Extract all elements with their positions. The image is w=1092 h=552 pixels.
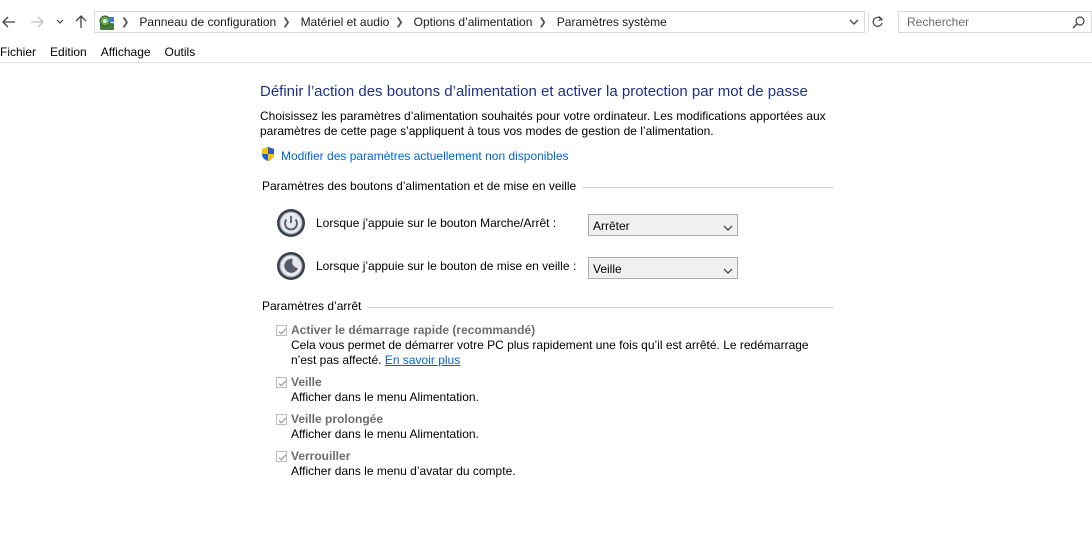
breadcrumb-item-hardware[interactable]: Matériel et audio <box>300 15 390 29</box>
sleep-button-label: Lorsque j’appuie sur le bouton de mise en veille : <box>316 259 577 273</box>
search-input[interactable] <box>898 11 1092 33</box>
fast-startup-label: Activer le démarrage rapide (recommandé) <box>291 323 536 337</box>
sleep-button-action-select[interactable] <box>588 257 738 279</box>
menu-bar <box>0 42 1092 63</box>
hibernate-option <box>276 411 831 442</box>
fast-startup-checkbox[interactable] <box>276 325 287 336</box>
menu-item-edit[interactable]: Edition <box>50 45 87 59</box>
power-button-label: Lorsque j’appuie sur le bouton Marche/Arrêt : <box>316 216 557 230</box>
menu-item-view[interactable]: Affichage <box>100 45 151 59</box>
chevron-down-icon[interactable] <box>53 13 67 31</box>
address-dropdown-icon[interactable] <box>848 15 862 29</box>
navigation-bar <box>0 0 1092 44</box>
sleep-checkbox[interactable] <box>276 377 287 388</box>
breadcrumb-separator[interactable]: ❯ <box>395 16 404 28</box>
breadcrumb <box>121 12 667 32</box>
chevron-down-icon <box>723 264 733 278</box>
fast-startup-description-text: Cela vous permet de démarrer votre PC plus rapidement une fois qu’il est arrêté. Le redémarrage n’est pas affecté. <box>291 338 809 367</box>
lock-label: Verrouiller <box>291 449 351 463</box>
breadcrumb-separator: ❯ <box>121 16 130 28</box>
fast-startup-option <box>276 322 831 368</box>
power-button-row <box>276 208 556 238</box>
lock-checkbox[interactable] <box>276 451 287 462</box>
sleep-description: Afficher dans le menu Alimentation. <box>291 390 479 404</box>
uac-shield-icon <box>260 146 276 165</box>
shutdown-section-header <box>262 299 834 313</box>
power-buttons-section-header <box>262 179 834 193</box>
chevron-down-icon <box>723 221 733 235</box>
search-placeholder: Rechercher <box>907 15 970 29</box>
refresh-icon[interactable] <box>868 13 887 31</box>
page-title: Définir l’action des boutons d’alimentation et activer la protection par mot de passe <box>260 83 808 100</box>
learn-more-link[interactable]: En savoir plus <box>384 353 461 367</box>
power-buttons-section-title: Paramètres des boutons d’alimentation et de mise en veille <box>262 179 582 193</box>
shutdown-section-title: Paramètres d’arrêt <box>262 299 367 313</box>
hibernate-description: Afficher dans le menu Alimentation. <box>291 427 479 441</box>
sleep-label: Veille <box>291 375 322 389</box>
up-arrow-icon[interactable] <box>72 13 90 31</box>
hibernate-label: Veille prolongée <box>291 412 384 426</box>
page-description: Choisissez les paramètres d’alimentation souhaités pour votre ordinateur. Les modifications apportées aux paramètres de cette page s’appliquent à tous vos modes de gestion de l’alimentation. <box>260 109 826 138</box>
breadcrumb-item-control-panel[interactable]: Panneau de configuration <box>139 15 277 29</box>
sleep-button-action-value: Veille <box>593 262 622 276</box>
breadcrumb-item-system-settings[interactable]: Paramètres système <box>556 15 667 29</box>
forward-arrow-icon[interactable] <box>28 13 46 31</box>
power-button-action-value: Arrêter <box>593 219 630 233</box>
lock-description: Afficher dans le menu d’avatar du compte. <box>291 464 516 478</box>
menu-item-tools[interactable]: Outils <box>164 45 196 59</box>
breadcrumb-separator[interactable]: ❯ <box>538 16 547 28</box>
hibernate-checkbox[interactable] <box>276 414 287 425</box>
search-icon[interactable] <box>1072 15 1086 34</box>
lock-option <box>276 448 831 479</box>
sleep-button-icon <box>276 251 306 281</box>
admin-settings-row <box>260 146 569 165</box>
back-arrow-icon[interactable] <box>0 13 18 31</box>
menu-item-file[interactable]: Fichier <box>0 45 37 59</box>
breadcrumb-item-power-options[interactable]: Options d’alimentation <box>413 15 533 29</box>
power-button-icon <box>276 208 306 238</box>
fast-startup-description <box>276 338 831 368</box>
address-bar[interactable] <box>94 11 865 33</box>
change-unavailable-settings-link[interactable]: Modifier des paramètres actuellement non disponibles <box>281 148 569 163</box>
control-panel-icon <box>98 14 116 32</box>
breadcrumb-separator[interactable]: ❯ <box>282 16 291 28</box>
sleep-option <box>276 374 831 405</box>
sleep-button-row <box>276 251 576 281</box>
power-button-action-select[interactable] <box>588 214 738 236</box>
